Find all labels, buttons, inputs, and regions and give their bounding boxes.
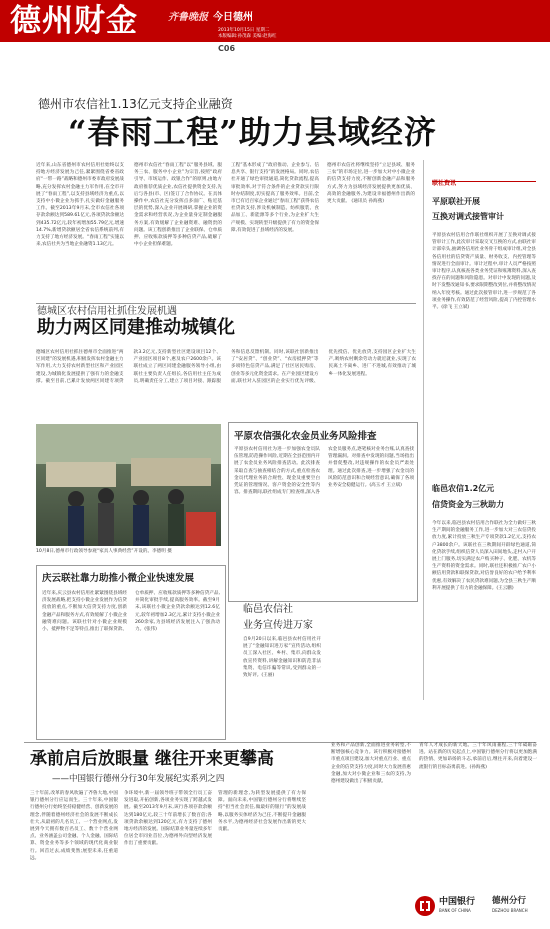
feature-body-col4: 业务和产品创新,全面推进业务转型,不断增强核心竞争力。该行积极对接德州市重点项目建设,加大对重点行业、重点企业的信贷支持力度,同时大力发展普惠金融,加大对小微企业和三农的支持,为德州建设做出了积极贡献。	[331, 743, 411, 785]
paper-name: 齐鲁晚报	[168, 12, 208, 23]
lead-body-col4: 德州市农信社将继续坚持“立足县域、服务三农”的市场定位,进一步加大对中小微企业的信贷支持力度,不断创新金融产品和服务方式,努力为县域经济发展提供更加优质、高效的金融服务,为建设幸福德州作出新的更大贡献。 (通讯员 孙海燕)	[327, 163, 415, 205]
feature-body-col2: 争环境中,新一届领导班子带领全行员工奋发进取,开拓创新,各项业务实现了跨越式发展。截至2013年9月末,该行各项存款余额达到180亿元,较三十年前增长了数百倍;各项贷款余额达到120亿元,有力支持了德州地方经济的发展。国际结算业务量连续多年位居全市同业首位,为德州外向型经济发展作出了重要贡献。	[124, 791, 212, 847]
short-notice-headline-line1: 临邑农信社	[243, 604, 293, 615]
editor-line: 本版编辑:孙茂森 美编:赵海红	[218, 34, 277, 39]
bank-logo-name: 中国银行	[439, 897, 476, 907]
bank-logo-block	[412, 893, 538, 923]
story2-kicker: 德城区农村信用社抓住发展机遇	[37, 306, 177, 317]
story2-photo-caption: 10月8日,德州市行政领导参观“家具人事典经营”开设的。李德明 摄	[36, 549, 172, 554]
bank-of-china-icon	[414, 895, 436, 917]
sidebar-section-label-text: 联社资讯	[432, 180, 457, 187]
sidebar-story1-body: 平原县农村信用合作联社组织开展了互换对调式接管审计工作,此次审计采取交叉互换的方式,由联社审计部牵头,抽调各信用社业务骨干组成审计组,对全县各信用社的信贷资产质量、财务收支、内控管理等情况进行全面审计。审计过程中,审计人员严格按照审计程序,认真核查各类业务凭证和账簿资料,深入查找存在的问题和风险隐患。对审计中发现的问题,及时下发整改通知书,要求限期整改到位,并将整改情况纳入年度考核。通过此次接管审计,进一步规范了各项业务操作,有效防范了经营风险,提高了内控管理水平。(徐飞 王立斌)	[432, 233, 536, 311]
sidebar-divider	[423, 160, 424, 700]
lead-headline: “春雨工程”助力县域经济	[68, 113, 437, 151]
short-notice-body: 自9月20日以来,临邑县农村信用社开展了“金融知识进万家”宣传活动,组织员工深入社区、乡村、集市,向群众发放宣传资料,讲解金融知识和防范非法集资、电信诈骗等常识,受到群众的一致好评。(王丽)	[243, 637, 321, 679]
bank-branch-english: DEZHOU BRANCH	[492, 908, 528, 913]
story3-headline: 庆云联社靠力助推小微企业快速发展	[42, 573, 195, 584]
feature-subheadline: ——中国银行德州分行30年发展纪实系列之四	[52, 774, 225, 784]
lead-kicker: 德州市农信社1.13亿元支持企业融资	[38, 97, 233, 111]
feature-body-col1: 三十年前,改革的春风吹遍了齐鲁大地,中国银行德州分行应运而生。三十年来,中国银行德州分行始终坚持稳健经营、创新发展的理念,伴随着德州经济社会的发展不断成长壮大,从最初的几名员工、一个营业网点,发展到今天拥有数百名员工、数十个营业网点、业务涵盖公司金融、个人金融、国际结算、资金业务等多个领域的现代化商业银行。回首过去,成绩斐然;展望未来,任重道远。	[30, 791, 118, 861]
sidebar-section-label	[432, 170, 536, 187]
lead-body-col1: 近年来,山东省德州市农村信用社始终以支持地方经济发展为己任,紧紧围绕省委省政府“一带一路”战略和德州市委市政府发展战略,充分发挥农村金融主力军作用,在全市开展了“春雨工程”,以支持县域经济为重点,以支持中小微企业为抓手,扎实做好金融服务工作。截至2013年9月末,全市农信社各项存款余额达到589.61亿元,各项贷款余额达到435.72亿元,较年初增加55.79亿元,增速14.7%,新增贷款额居全省农信系统前列,有力支持了地方经济发展。“春雨工程”实施以来,农信社共为当地企业融资1.13亿元。	[36, 163, 124, 248]
boxed-notice-headline: 平原农信强化农金员业务风险排查	[234, 431, 377, 442]
lead-body-col3: 工程”基本形成了“政府推动、企业参与、信息共享、银行支持”的发展格局。同时,农信社开通了绿色审批通道,简化贷款流程,提高审批效率,对于符合条件的企业贷款实行限时办结制度,切实提高了服务效率。目前,全市已有近百家企业通过“春雨工程”获得农信社贷款支持,涉及机械制造、纺织服装、食品加工、新能源等多个行业,为企业扩大生产规模、实现转型升级提供了有力的资金保障,有效促进了县域经济的发展。	[231, 163, 319, 233]
lead-body-col2: 德州市农信社“春雨工程”以“服务县域、服务三农、服务中小企业”为宗旨,按照“政府引导、市场运作、政银合作”的原则,由地方政府推荐优质企业,农信社提供资金支持,先后与各县(市、区)签订了合作协议。在具体操作中,农信社充分发挥点多面广、贴近基层的优势,深入企业开展调研,掌握企业的资金需求和经营状况,为企业量身定制金融服务方案,有效缓解了企业融资难、融资贵的问题。该工程创新推出了企业联保、仓单质押、应收账款质押等多种信贷产品,破解了中小企业担保难题。	[134, 163, 222, 248]
bank-logo-english: BANK OF CHINA	[439, 908, 471, 913]
feature-body-col5: 青年人才成长的新天地。三十年风雨兼程,三十年砥砺奋进。站在新的历史起点上,中国银行德州分行将以更加饱满的热情、更加昂扬的斗志,承前启后,继往开来,向着建设一流银行的目标奋勇前进。(孙海燕)	[419, 743, 537, 770]
story2-headline: 助力两区同建推动城镇化	[37, 317, 235, 338]
sidebar-story2-headline-line2: 信贷资金为三秋助力	[432, 500, 504, 509]
boxed-notice-body: 平原县农村信用社为进一步加强农金员队伍管理,防范操作风险,近期在全县范围内开展了农金员业务风险排查活动。此次排查采取自查与抽查相结合的方式,重点检查农金员代理业务的合规性、现金及重要空白凭证的管理情况、客户资金的安全性等内容。排查期间,联社组成专门检查组,深入各农金员服务点,逐笔核对业务台账,认真查找管理漏洞。对排查中发现的问题,当场指出并督促整改,对违规操作的农金员严肃处理。通过此次排查,进一步增强了农金员的风险防范意识和合规经营意识,确保了各项业务安全稳健运行。(高玉才 王立斌)	[234, 447, 414, 496]
story2-photo	[36, 424, 221, 546]
story3-body: 近年来,庆云县农村信用社紧紧围绕县域经济发展战略,把支持小微企业发展作为信贷投放的重点,不断加大信贷支持力度,创新金融产品和服务方式,有效缓解了小微企业融资难问题。该联社针对小微企业规模小、抵押物不足等特点,推出了联保贷款、仓单质押、应收账款质押等多种信贷产品,并简化审批手续,提高服务效率。截至9月末,该联社小微企业贷款余额达到12.6亿元,较年初增加2.3亿元,累计支持小微企业260余家,为县域经济发展注入了强劲动力。(张伟)	[42, 591, 220, 633]
feature-headline: 承前启后放眼量 继往开来更攀高	[30, 749, 274, 769]
sidebar-story1-headline-line2: 互换对调式接管审计	[432, 212, 504, 221]
date-line: 2013年10月15日 星期二	[218, 28, 270, 33]
feature-body-col3: 管理的新理念,为转型发展提供了有力保障。面向未来,中国银行德州分行将继续坚持“担当社会责任,做最好的银行”的发展战略,以服务实体经济为己任,不断提升金融服务水平,为德州经济社会发展作出新的更大贡献。	[218, 791, 306, 833]
page-number: C06	[218, 44, 236, 53]
edition-name: 今日德州	[213, 12, 253, 23]
sidebar-story2-body: 今年以来,临邑县农村信用合作联社为全力做好三秋生产期间的金融服务工作,进一步加大对三农信贷投放力度,累计投放三秋生产专项贷款1.2亿元,支持农户3800余户。该联社在三秋期间开辟绿色通道,简化贷款手续,组织信贷人员深入田间地头,走村入户开展上门服务,切实满足农户购买种子、化肥、农机等生产资料的资金需求。同时,联社还积极推广农户小额信用贷款和联保贷款,对信誉良好的农户给予利率优惠,有效解决了农民贷款难问题,为全县三秋生产顺利开展提供了有力的金融保障。(王云鹏)	[432, 521, 536, 591]
photo-scene	[36, 424, 221, 546]
section-title: 德州财金	[10, 3, 138, 39]
sidebar-story1-headline-line1: 平原联社开展	[432, 197, 480, 206]
short-notice-headline-line2: 业务宣传进万家	[243, 620, 313, 631]
bank-branch: 德州分行	[492, 896, 527, 906]
sidebar-story2-headline-line1: 临邑农信1.2亿元	[432, 484, 495, 493]
story2-body: 德城区农村信用社抓住德州市全面推进“两区同建”的发展机遇,积极发挥农村金融主力军作用,大力支持农村新型社区和产业园区建设,为城镇化发展提供了强有力的金融支撑。截至目前,已累计发放两区同建专项贷款3.2亿元,支持新型社区建设项目12个、产业园区项目8个,惠及农户2600余户。该联社成立了两区同建金融服务领导小组,由联社主要负责人任组长,各信用社主任为成员,明确责任分工,建立了项目对接、跟踪服务和信息反馈机制。同时,该联社创新推出了“安居贷”、“创业贷”、“农房抵押贷”等多项特色信贷产品,满足了社区居民购房、创业等多元化资金需求。在产业园区建设方面,联社对入驻园区的企业实行优先评级、优先授信、优先放贷,支持园区企业扩大生产,吸纳农村剩余劳动力就近就业,实现了农民离土不离乡、进厂不进城,有效推动了城乡一体化发展进程。	[36, 350, 416, 384]
